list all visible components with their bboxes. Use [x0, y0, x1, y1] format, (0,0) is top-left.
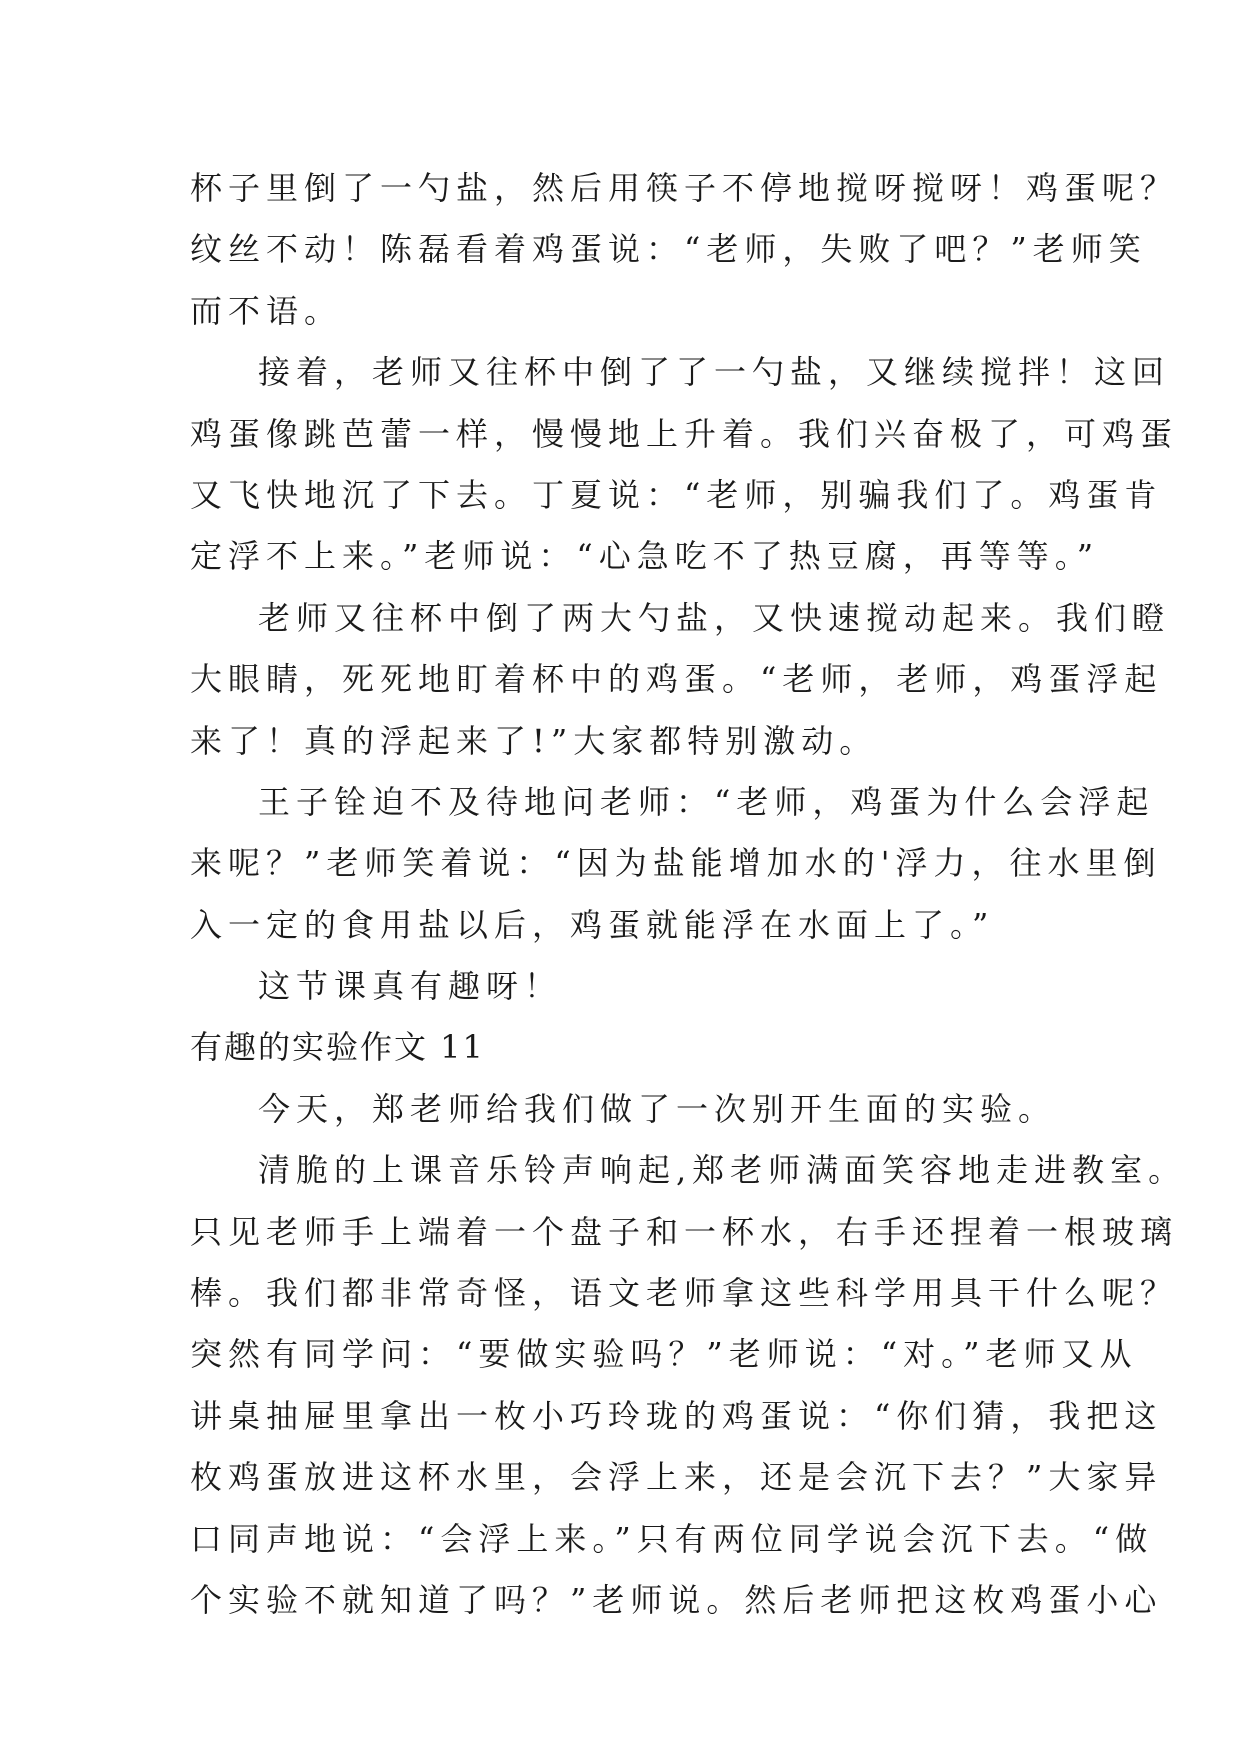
text-line: 这节课真有趣呀！	[258, 967, 563, 1006]
text-line: 杯子里倒了一勺盐，然后用筷子不停地搅呀搅呀！鸡蛋呢？	[190, 169, 1179, 207]
text-line: 而不语。	[190, 291, 343, 330]
text-line: 接着，老师又往杯中倒了了一勺盐，又继续搅拌！这回	[258, 353, 1171, 392]
text-line: 个实验不就知道了吗？”老师说。然后老师把这枚鸡蛋小心	[190, 1580, 1163, 1619]
text-line: 王子铨迫不及待地问老师：“老师，鸡蛋为什么会浮起	[258, 782, 1155, 821]
text-line: 只见老师手上端着一个盘子和一杯水，右手还捏着一根玻璃	[190, 1212, 1179, 1251]
text-line: 枚鸡蛋放进这杯水里，会浮上来，还是会沉下去？”大家异	[190, 1458, 1163, 1497]
text-line: 定浮不上来。”老师说：“心急吃不了热豆腐，再等等。”	[190, 537, 1100, 576]
text-line: 来了！真的浮起来了!”大家都特别激动。	[190, 721, 878, 760]
text-line: 棒。我们都非常奇怪，语文老师拿这些科学用具干什么呢？	[190, 1274, 1179, 1313]
text-line: 口同声地说：“会浮上来。”只有两位同学说会沉下去。“做	[190, 1519, 1154, 1558]
text-line: 大眼睛，死死地盯着杯中的鸡蛋。“老师，老师，鸡蛋浮起	[190, 660, 1163, 699]
text-line: 鸡蛋像跳芭蕾一样，慢慢地上升着。我们兴奋极了，可鸡蛋	[190, 414, 1179, 453]
article-body	[190, 158, 1187, 1631]
text-line: 纹丝不动！陈磊看着鸡蛋说：“老师，失败了吧？”老师笑	[190, 230, 1147, 269]
text-line: 今天，郑老师给我们做了一次别开生面的实验。	[258, 1089, 1057, 1128]
text-line: 老师又往杯中倒了两大勺盐，又快速搅动起来。我们瞪	[258, 598, 1171, 637]
text-line: 入一定的食用盐以后，鸡蛋就能浮在水面上了。”	[190, 905, 995, 944]
text-line: 清脆的上课音乐铃声响起,郑老师满面笑容地走进教室。	[258, 1151, 1187, 1190]
text-line: 又飞快地沉了下去。丁夏说：“老师，别骗我们了。鸡蛋肯	[190, 475, 1163, 514]
section-heading: 有趣的实验作文 11	[190, 1028, 485, 1067]
text-line: 讲桌抽屉里拿出一枚小巧玲珑的鸡蛋说：“你们猜，我把这	[190, 1396, 1163, 1435]
text-line: 突然有同学问：“要做实验吗？”老师说：“对。”老师又从	[190, 1335, 1138, 1374]
text-line: 来呢？”老师笑着说：“因为盐能增加水的'浮力，往水里倒	[190, 844, 1162, 883]
